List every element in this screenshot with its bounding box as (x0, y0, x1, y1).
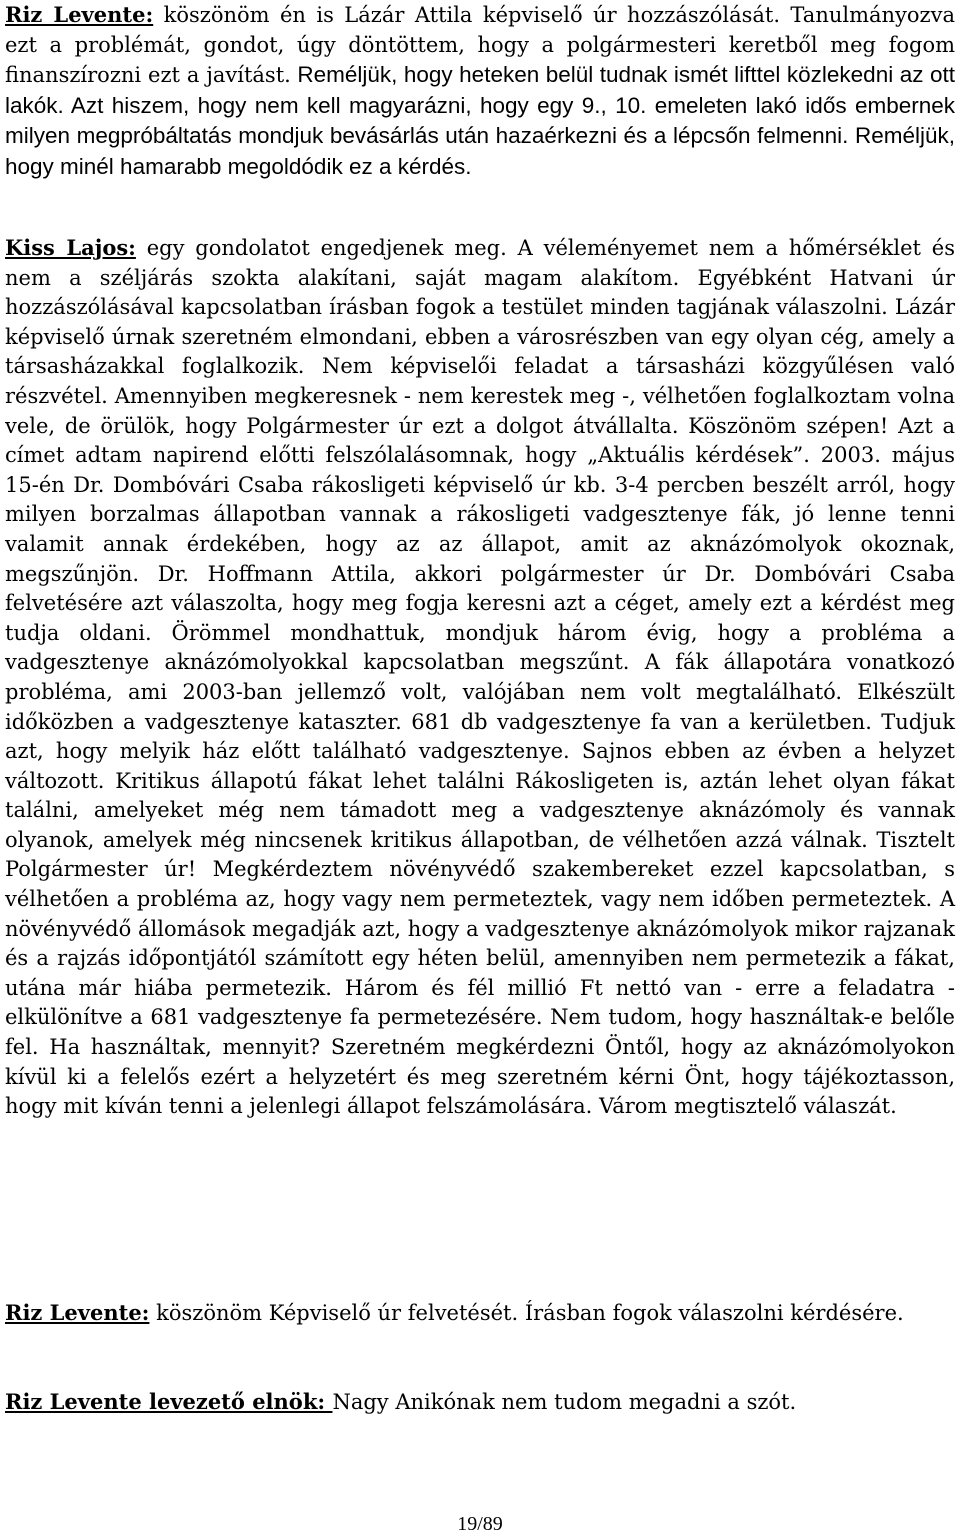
paragraph-text: Nagy Anikónak nem tudom megadni a szót. (332, 1390, 797, 1414)
paragraph-riz-levente-1 (5, 0, 955, 183)
paragraph-riz-levente-chair (5, 1387, 955, 1418)
paragraph-text-sans: Reméljük, hogy heteken belül tudnak ismét lifttel közlekedni az ott lakók. Azt hiszem, hogy nem kell magyarázni, hogy egy 9., 10. emeleten lakó idős embernek milyen megpróbáltatás mondjuk bevásárlás után hazaérkezni és a lépcsőn felmenni. Reméljük, hogy minél hamarabb megoldódik ez a kérdés. (5, 62, 955, 179)
paragraph-riz-levente-2 (5, 1298, 955, 1329)
speaker-name: Riz Levente: (5, 2, 154, 27)
speaker-name: Riz Levente levezető elnök: (5, 1389, 333, 1414)
paragraph-text: köszönöm Képviselő úr felvetését. Írásban fogok válaszolni kérdésére. (149, 1301, 904, 1325)
speaker-name: Riz Levente: (5, 1300, 150, 1325)
speaker-name: Kiss Lajos: (5, 235, 136, 260)
paragraph-text: köszönöm én is Lázár Attila képviselő úr hozzászólását. Tanulmányozva ezt a problémát, gondot, úgy döntöttem, hogy a polgármesteri keretből meg fogom finanszírozni ezt a javítást. (5, 3, 956, 88)
paragraph-text: egy gondolatot engedjenek meg. A véleményemet nem a hőmérséklet és nem a széljárás szokta alakítani, saját magam alakítom. Egyébként Hatvani úr hozzászólásával kapcsolatban írásban fogok a testület minden tagjának válaszolni. Lázár képviselő úrnak szeretném elmondani, ebben a városrészben van egy olyan cég, amely a társasházakkal foglalkozik. Nem képviselői feladat a társasházi közgyűlésen való részvétel. Amennyiben megkeresnek - nem kerestek meg -, vélhetően foglalkoztam volna vele, de örülök, hogy Polgármester úr ezt a dolgot átvállalta. Köszönöm szépen! Azt a címet adtam napirend előtti felszólalásomnak, hogy „Aktuális kérdések”. 2003. május 15-én Dr. Dombóvári Csaba rákosligeti képviselő úr kb. 3-4 percben beszélt arról, hogy milyen borzalmas állapotban vannak a rákosligeti vadgesztenye fák, jó lenne tenni valamit annak érdekében, hogy az az állapot, amit az aknázómolyok okoznak, megszűnjön. Dr. Hoffmann Attila, akkori polgármester úr Dr. Dombóvári Csaba felvetésére azt válaszolta, hogy meg fogja keresni azt a céget, amely ezt a kérdést meg tudja oldani. Örömmel mondhattuk, mondjuk három évig, hogy a probléma a vadgesztenye aknázómolyokkal kapcsolatban megszűnt. A fák állapotára vonatkozó probléma, ami 2003-ban jellemző volt, valójában nem volt megtalálható. Elkészült időközben a vadgesztenye kataszter. 681 db vadgesztenye fa van a kerületben. Tudjuk azt, hogy melyik ház előtt található vadgesztenye. Sajnos ebben az évben a helyzet változott. Kritikus állapotú fákat lehet találni Rákosligeten is, aztán lehet olyan fákat találni, amelyeket még nem támadott meg a vadgesztenye aknázómoly és vannak olyanok, amelyek még nincsenek kritikus állapotban, de vélhetően azzá válnak. Tisztelt Polgármester úr! Megkérdeztem növényvédő szakembereket ezzel kapcsolatban, s vélhetően a probléma az, hogy vagy nem permeteztek, vagy nem időben permeteztek. A növényvédő állomások megadják azt, hogy a vadgesztenye aknázómolyok mikor rajzanak és a rajzás időpontjától számított egy héten belül, amennyiben nem permetezik a fákat, utána már hiába permetezik. Három és fél millió Ft nettó van - erre a feladatra - elkülönítve a 681 vadgesztenye fa permetezésére. Nem tudom, hogy használtak-e belőle fel. Ha használtak, mennyit? Szeretném megkérdezni Öntől, hogy az aknázómolyokon kívül ki a felelős ezért a helyzetért és meg szeretném kérni Önt, hogy tájékoztasson, hogy mit kíván tenni a jelenlegi állapot felszámolására. Várom megtisztelő válaszát. (5, 236, 955, 1119)
page-number: 19/89 (457, 1513, 503, 1535)
paragraph-kiss-lajos (5, 233, 955, 1122)
